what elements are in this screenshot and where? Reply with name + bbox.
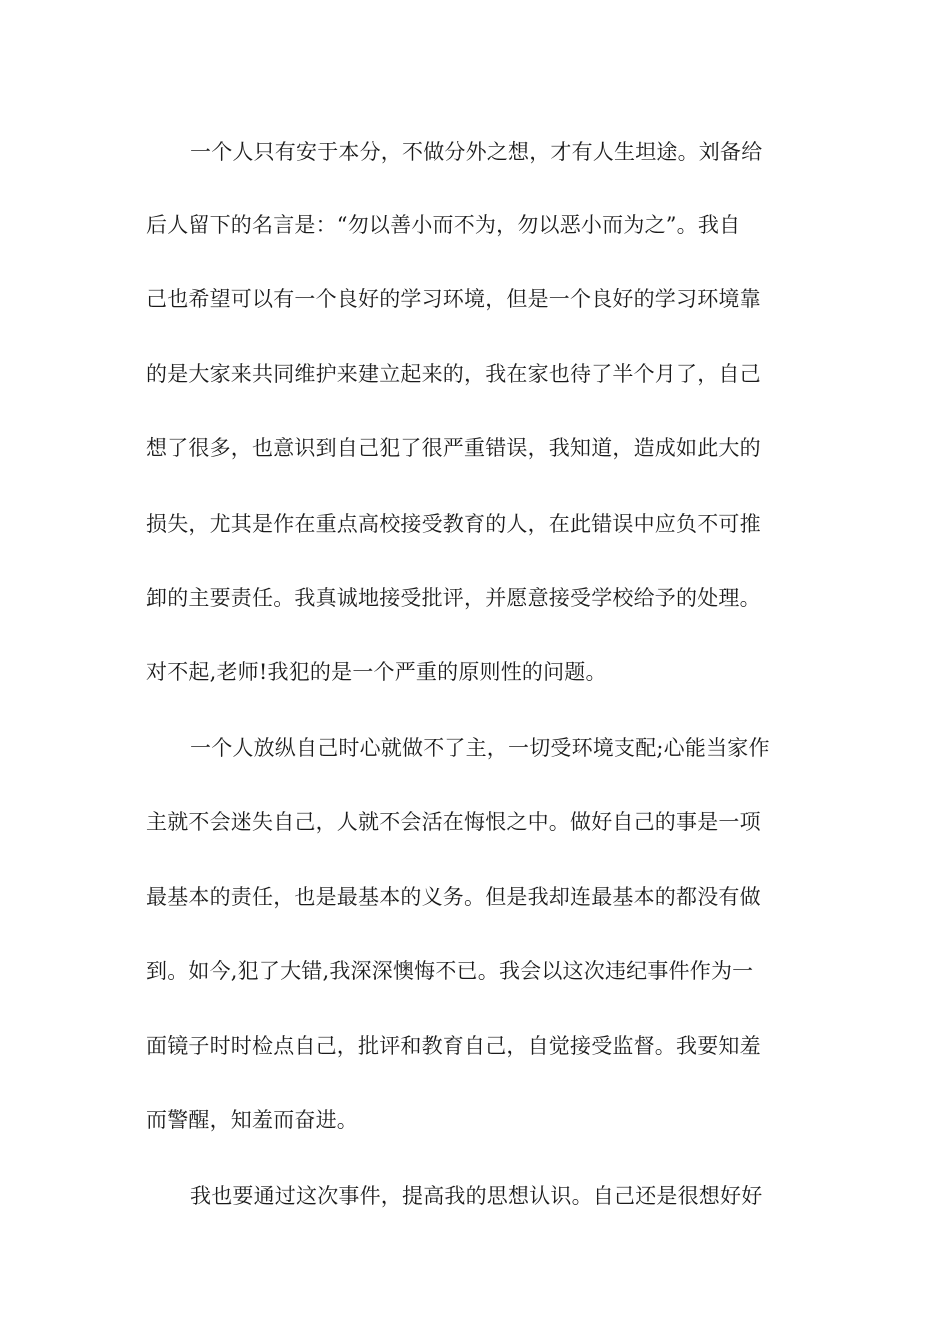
paragraph-1-line-8: 对不起,老师!我犯的是一个严重的原则性的问题。 bbox=[146, 660, 607, 684]
paragraph-1-line-6: 损失，尤其是作在重点高校接受教育的人，在此错误中应负不可推 bbox=[146, 512, 761, 536]
paragraph-1-line-5: 想了很多，也意识到自己犯了很严重错误，我知道，造成如此大的 bbox=[146, 436, 761, 460]
paragraph-1-line-7: 卸的主要责任。我真诚地接受批评，并愿意接受学校给予的处理。 bbox=[146, 586, 761, 610]
paragraph-2-line-5: 面镜子时时检点自己，批评和教育自己，自觉接受监督。我要知羞 bbox=[146, 1034, 761, 1058]
paragraph-2-line-2: 主就不会迷失自己，人就不会活在悔恨之中。做好自己的事是一项 bbox=[146, 810, 761, 834]
paragraph-3-line-1: 我也要通过这次事件，提高我的思想认识。自己还是很想好好 bbox=[190, 1184, 763, 1208]
paragraph-2-line-4: 到。如今,犯了大错,我深深懊悔不已。我会以这次违纪事件作为一 bbox=[146, 959, 754, 983]
paragraph-1-line-4: 的是大家来共同维护来建立起来的，我在家也待了半个月了，自己 bbox=[146, 362, 761, 386]
paragraph-2-line-1: 一个人放纵自己时心就做不了主，一切受环境支配;心能当家作 bbox=[190, 736, 770, 760]
paragraph-1-line-3: 己也希望可以有一个良好的学习环境，但是一个良好的学习环境靠 bbox=[146, 287, 761, 311]
paragraph-1-line-2: 后人留下的名言是：“勿以善小而不为，勿以恶小而为之”。我自 bbox=[146, 213, 741, 237]
paragraph-2-line-6: 而警醒，知羞而奋进。 bbox=[146, 1108, 358, 1132]
paragraph-1-line-1: 一个人只有安于本分，不做分外之想，才有人生坦途。刘备给 bbox=[190, 140, 763, 164]
paragraph-2-line-3: 最基本的责任，也是最基本的义务。但是我却连最基本的都没有做 bbox=[146, 885, 761, 909]
